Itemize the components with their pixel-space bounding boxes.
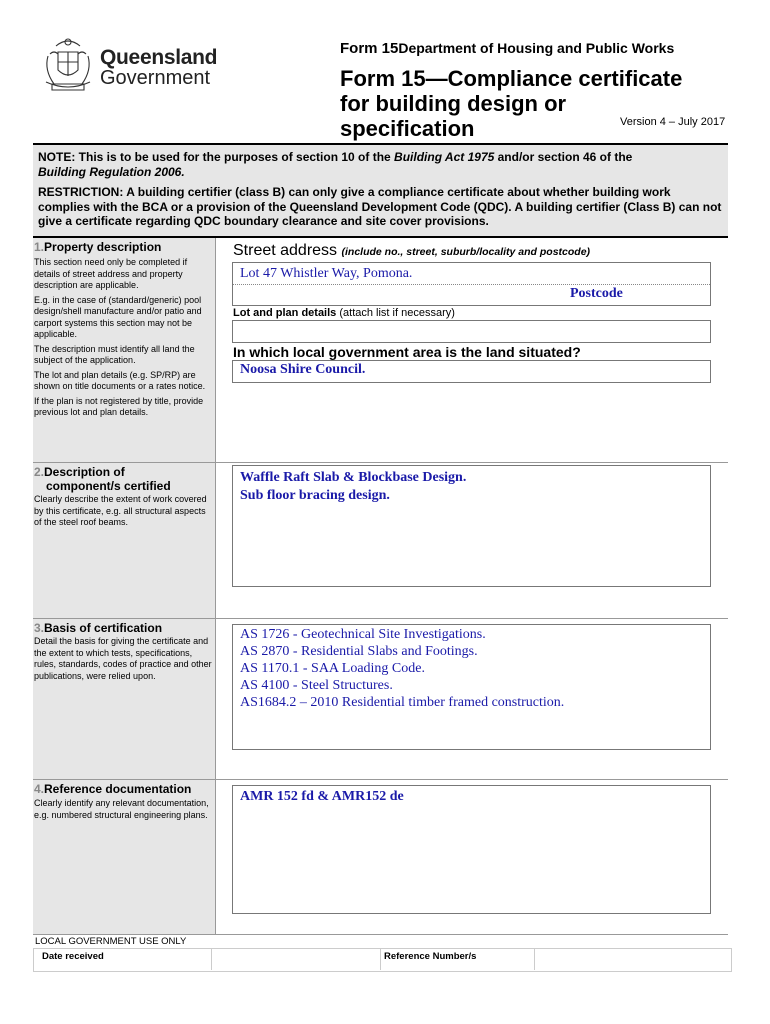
logo-wordmark-line1: Queensland (100, 46, 218, 69)
department-name: Department of Housing and Public Works (398, 40, 675, 56)
lot-plan-field[interactable] (232, 320, 711, 343)
title-line-2: for building design or (340, 91, 567, 116)
column-divider (215, 238, 216, 934)
component-line: Waffle Raft Slab & Blockbase Design. (240, 470, 467, 485)
queensland-government-logo (42, 36, 222, 96)
version-label: Version 4 – July 2017 (620, 116, 726, 128)
street-address-label: Street address (include no., street, suburb/locality and postcode) (233, 242, 591, 259)
cell-divider (380, 948, 381, 970)
title-line-3: specification (340, 116, 475, 141)
form-header-line (340, 40, 674, 57)
section-divider (33, 779, 728, 780)
basis-of-certification-field[interactable] (232, 624, 711, 750)
restriction-text: RESTRICTION: A building certifier (class B) can only give a compliance certificate about whether building work complies with the BCA or a provision of the Queensland Development Code (QDC). A building certifier (Class B) can not give a certificate regarding QDC boundary clearance and site cover provisions. (38, 185, 722, 228)
component-line: Sub floor bracing design. (240, 488, 390, 503)
section-1-title: 1.Property description (34, 240, 162, 254)
reference-numbers-label: Reference Number/s (384, 951, 477, 962)
reference-numbers-field[interactable] (535, 949, 729, 970)
section-divider (33, 618, 728, 619)
logo-wordmark-line2: Government (100, 67, 211, 89)
section-2-description: Clearly describe the extent of work covered by this certificate, e.g. all structural aspects of the steel roof beams. (34, 494, 207, 527)
lga-value: Noosa Shire Council. (240, 362, 366, 377)
basis-line: AS 2870 - Residential Slabs and Footings. (240, 644, 478, 659)
form-number: Form 15 (340, 40, 399, 57)
section-divider (33, 462, 728, 463)
date-received-label: Date received (42, 951, 104, 962)
basis-line: AS1684.2 – 2010 Residential timber framed construction. (240, 695, 565, 710)
postcode-label: Postcode (570, 286, 623, 301)
lga-question: In which local government area is the land situated? (233, 344, 581, 360)
section-3-title: 3.Basis of certification (34, 621, 163, 635)
date-received-field[interactable] (212, 949, 379, 970)
basis-line: AS 4100 - Steel Structures. (240, 678, 393, 693)
street-address-field[interactable] (232, 262, 711, 306)
lga-field[interactable] (232, 360, 711, 383)
components-certified-field[interactable] (232, 465, 711, 587)
local-government-use-label: LOCAL GOVERNMENT USE ONLY (35, 936, 187, 947)
reference-value: AMR 152 fd & AMR152 de (240, 789, 404, 804)
basis-line: AS 1170.1 - SAA Loading Code. (240, 661, 425, 676)
section-1-description: This section need only be completed if details of street address and property description are applicable. E.g. in the case of (standard/generic) pool design/shell manufacture and/or patio and carport systems this section may not be applicable. The description must identify all land the subject of the application. The lot and plan details (e.g. SP/RP) are shown on title documents or a rates notice. If the plan is not registered by title, provide previous lot and plan details. (34, 257, 206, 417)
reference-documentation-field[interactable] (232, 785, 711, 914)
page-title (340, 66, 682, 141)
basis-line: AS 1726 - Geotechnical Site Investigations. (240, 627, 486, 642)
footer-rule (33, 934, 728, 935)
section-2-title: 2.Description of component/s certified (34, 465, 171, 493)
section-3-description: Detail the basis for giving the certificate and the extent to which tests, specifications, rules, standards, codes of practice and other publications, were relied upon. (34, 636, 212, 681)
section-4-title: 4.Reference documentation (34, 782, 192, 796)
street-address-value: Lot 47 Whistler Way, Pomona. (240, 266, 413, 281)
section-4-description: Clearly identify any relevant documentation, e.g. numbered structural engineering plans. (34, 798, 209, 820)
title-line-1: Form 15—Compliance certificate (340, 66, 683, 91)
lot-plan-label: Lot and plan details (attach list if necessary) (233, 307, 455, 319)
queensland-crest-icon (42, 36, 94, 94)
note-box (33, 145, 728, 238)
note-text: NOTE: This is to be used for the purposes of section 10 of the Building Act 1975 and/or section 46 of the Building Regulation 2006. (38, 150, 633, 179)
